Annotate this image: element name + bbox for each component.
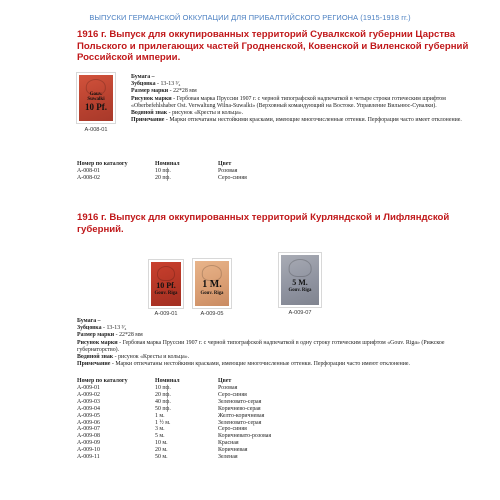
column-header: Номер по каталогу <box>77 161 128 167</box>
spec-value: - Гербовая марка Пруссии 1907 г. с черной типографской надпечаткой в одну строку готическим шрифтом «Gouv. Riga» (Рижское губернаторство). <box>77 339 445 353</box>
spec-label: Рисунок марки <box>77 339 118 346</box>
catalog-number-cell: A-009-09 <box>77 440 100 447</box>
nominal-cell: 1 ½ м. <box>155 419 171 426</box>
table-row <box>77 399 271 406</box>
catalog-number-cell: A-009-06 <box>77 419 100 426</box>
color-cell: Коричневато-розовая <box>218 433 272 440</box>
stamp-code: A-009-07 <box>288 310 312 316</box>
spec-value: - Гербовая марка Пруссии 1907 г. с черной типографской надпечаткой в четыре строки готическим шрифтом «Oberbefehlshaber Ost. Verwaltung Wilna-Suwalki» (Верховный командующий на Востоке. Управление Вильнюс-Сувалки). <box>131 95 446 109</box>
spec-value: - 22*28 мм <box>114 332 143 339</box>
catalog-number-cell: A-008-01 <box>77 168 100 174</box>
spec-value: - рисунок «Кресты и кольца». <box>113 354 190 361</box>
color-cell: Серо-синяя <box>218 391 247 398</box>
column-header: Цвет <box>218 378 232 384</box>
stamp-image-a-009-05 <box>192 258 232 309</box>
nominal-cell: 5 м. <box>155 433 165 440</box>
color-cell: Красная <box>218 440 239 447</box>
table-row <box>77 392 271 399</box>
nominal-cell: 10 пф. <box>155 385 171 391</box>
color-cell: Зеленая <box>218 454 238 461</box>
section-2-title: 1916 г. Выпуск для оккупированных территорий Курляндской и Лифляндской губерний. <box>77 212 450 235</box>
catalog-number-cell: A-009-08 <box>77 433 100 440</box>
catalog-number-cell: A-009-04 <box>77 405 100 412</box>
spec-label: Примечание <box>77 361 111 368</box>
table-row <box>77 426 271 433</box>
table-row <box>77 454 271 461</box>
color-cell: Коричнево-серая <box>218 405 261 412</box>
spec-label: Размер марки <box>77 332 115 339</box>
spec-label: Водяной знак <box>131 110 168 117</box>
table-row <box>77 433 271 440</box>
stamp-overprint-line: Gouv. Riga <box>288 287 312 293</box>
table-row <box>77 447 271 454</box>
catalog-number-cell: A-009-01 <box>77 385 100 391</box>
stamp-overprint-value: 1 M. <box>202 279 222 291</box>
stamp-overprint-line: Suwalki <box>87 97 105 102</box>
catalog-number-cell: A-009-02 <box>77 391 100 398</box>
catalog-table <box>77 161 247 182</box>
spec-value: - 13-13 ³⁄₄ <box>155 81 181 88</box>
specs-block <box>131 74 476 124</box>
stamp-overprint-line: Gouv. Riga <box>154 290 178 296</box>
catalog-number-cell: A-008-02 <box>77 174 100 181</box>
spec-label: Бумага – <box>131 74 155 80</box>
catalog-number-cell: A-009-10 <box>77 447 100 454</box>
nominal-cell: 20 пф. <box>155 391 171 398</box>
nominal-cell: 50 пф. <box>155 405 171 412</box>
nominal-cell: 20 пф. <box>155 174 171 181</box>
nominal-cell: 1 м. <box>155 412 165 419</box>
stamp-image-a-008-01 <box>76 72 116 124</box>
color-cell: Серо-синяя <box>218 174 247 181</box>
color-cell: Серо-синяя <box>218 426 247 433</box>
spec-value: - 13-13 ³⁄₄ <box>101 325 127 332</box>
nominal-cell: 20 м. <box>155 447 168 454</box>
spec-value: - рисунок «Кресты и кольца». <box>167 110 244 117</box>
nominal-cell: 10 пф. <box>155 168 171 174</box>
stamp-overprint-line: Gouv. <box>89 92 103 97</box>
table-row <box>77 168 247 175</box>
column-header: Номер по каталогу <box>77 378 128 384</box>
color-cell: Коричневая <box>218 447 248 454</box>
spec-value: - Марки отпечатаны нестойкими красками, имеющие многочисленные оттенки. Перфорация часто имеет отклонение. <box>164 117 462 124</box>
table-row <box>77 413 271 420</box>
section-1-title: 1916 г. Выпуск для оккупированных территорий Сувалкской губернии Царства Польского и прилегающих частей Гродненской, Ковенской и Виленской губерний Российской империи. <box>77 29 469 64</box>
color-cell: Розовая <box>218 385 238 391</box>
table-row <box>77 406 271 413</box>
column-header: Номинал <box>155 378 180 384</box>
color-cell: Розовая <box>218 168 238 174</box>
spec-value: - 22*28 мм <box>168 88 197 95</box>
catalog-table <box>77 378 271 461</box>
column-header: Цвет <box>218 161 232 167</box>
stamp-image-a-009-07 <box>278 252 322 308</box>
stamp-code: A-009-01 <box>154 311 178 317</box>
stamp-overprint-line: Gouv. Riga <box>200 291 224 297</box>
stamp-overprint-value: 10 Pf. <box>85 102 107 112</box>
stamp-overprint-value: 10 Pf. <box>156 280 176 290</box>
table-row <box>77 440 271 447</box>
spec-label: Зубцовка <box>131 81 156 88</box>
catalog-number-cell: A-009-03 <box>77 398 100 405</box>
column-header: Номинал <box>155 161 180 167</box>
nominal-cell: 40 пф. <box>155 398 171 405</box>
nominal-cell: 3 м. <box>155 426 165 433</box>
spec-label: Размер марки <box>131 88 169 95</box>
stamp-overprint-value: 5 M. <box>292 277 308 287</box>
spec-label: Водяной знак <box>77 354 114 361</box>
specs-block <box>77 318 472 368</box>
nominal-cell: 10 м. <box>155 440 168 447</box>
stamp-code: A-008-01 <box>84 127 108 133</box>
spec-label: Зубцовка <box>77 325 102 332</box>
catalog-number-cell: A-009-11 <box>77 454 100 461</box>
stamp-code: A-009-05 <box>200 311 224 317</box>
stamp-image-a-009-01 <box>148 259 184 309</box>
spec-label: Примечание <box>131 117 165 124</box>
table-row <box>77 175 247 182</box>
catalog-number-cell: A-009-05 <box>77 412 100 419</box>
table-row <box>77 385 271 392</box>
color-cell: Зеленовато-серая <box>218 419 262 426</box>
spec-label: Рисунок марки <box>131 95 172 102</box>
spec-value: - Марки отпечатаны нестойкими красками, имеющие многочисленные оттенки. Перфорации часто имеют отклонение. <box>110 361 410 368</box>
nominal-cell: 50 м. <box>155 454 168 461</box>
spec-label: Бумага – <box>77 318 101 324</box>
page-header: ВЫПУСКИ ГЕРМАНСКОЙ ОККУПАЦИИ ДЛЯ ПРИБАЛТИЙСКОГО РЕГИОНА (1915-1918 гг.) <box>89 13 411 22</box>
table-row <box>77 420 271 427</box>
color-cell: Зеленовато-серая <box>218 398 262 405</box>
catalog-number-cell: A-009-07 <box>77 426 100 433</box>
color-cell: Желто-коричневая <box>218 412 265 419</box>
